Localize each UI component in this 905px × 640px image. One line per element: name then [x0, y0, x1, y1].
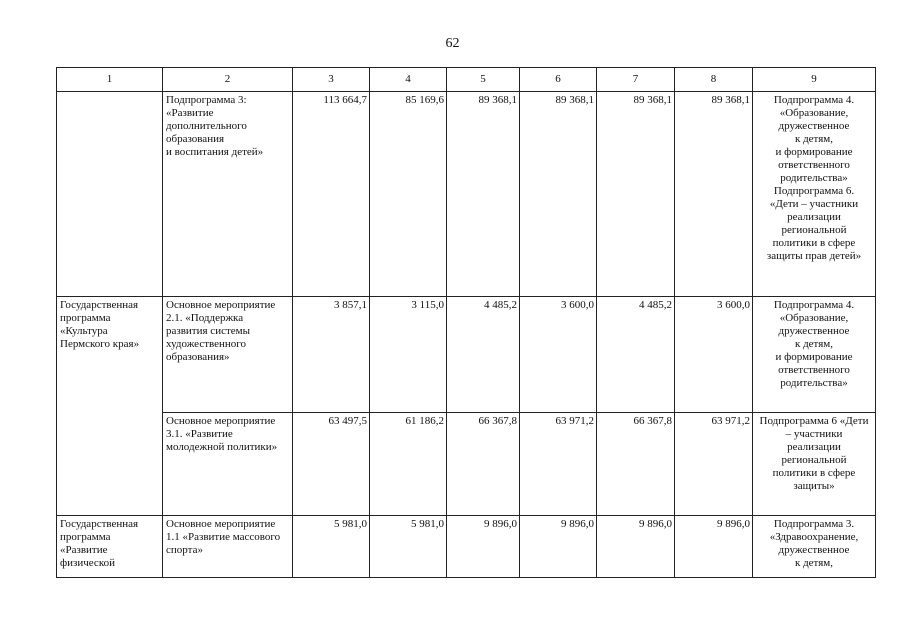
header-row — [57, 68, 876, 92]
column-header: 8 — [675, 68, 753, 92]
value-cell: 89 368,1 — [675, 92, 753, 297]
value-cell: 63 497,5 — [293, 413, 370, 516]
column-header: 6 — [520, 68, 597, 92]
value-cell: 4 485,2 — [597, 297, 675, 413]
value-cell: 85 169,6 — [370, 92, 447, 297]
value-cell: 89 368,1 — [447, 92, 520, 297]
value-cell: 61 186,2 — [370, 413, 447, 516]
program-cell: Государственная программа «Культура Пермского края» — [57, 297, 163, 516]
column-header: 5 — [447, 68, 520, 92]
value-cell: 63 971,2 — [675, 413, 753, 516]
value-cell: 3 600,0 — [520, 297, 597, 413]
value-cell: 5 981,0 — [370, 516, 447, 578]
value-cell: 63 971,2 — [520, 413, 597, 516]
value-cell: 5 981,0 — [293, 516, 370, 578]
table-row — [57, 297, 876, 413]
program-table — [56, 67, 876, 578]
table-row — [57, 413, 876, 516]
column-header: 9 — [753, 68, 876, 92]
subprogram-cell: Подпрограмма 4. «Образование, дружественное к детям, и формирование ответственного родительства» Подпрограмма 6. «Дети – участники реализации региональной политики в сфере защиты прав детей» — [753, 92, 876, 297]
value-cell: 9 896,0 — [520, 516, 597, 578]
value-cell: 89 368,1 — [597, 92, 675, 297]
value-cell: 9 896,0 — [447, 516, 520, 578]
table-row — [57, 92, 876, 297]
value-cell: 3 857,1 — [293, 297, 370, 413]
value-cell: 113 664,7 — [293, 92, 370, 297]
value-cell: 9 896,0 — [675, 516, 753, 578]
column-header: 4 — [370, 68, 447, 92]
value-cell: 9 896,0 — [597, 516, 675, 578]
value-cell: 4 485,2 — [447, 297, 520, 413]
activity-cell: Подпрограмма 3: «Развитие дополнительного образования и воспитания детей» — [163, 92, 293, 297]
column-header: 3 — [293, 68, 370, 92]
column-header: 1 — [57, 68, 163, 92]
value-cell: 66 367,8 — [597, 413, 675, 516]
value-cell: 3 115,0 — [370, 297, 447, 413]
activity-cell: Основное мероприятие 3.1. «Развитие молодежной политики» — [163, 413, 293, 516]
column-header: 7 — [597, 68, 675, 92]
value-cell: 3 600,0 — [675, 297, 753, 413]
activity-cell: Основное мероприятие 2.1. «Поддержка развития системы художественного образования» — [163, 297, 293, 413]
subprogram-cell: Подпрограмма 3. «Здравоохранение, дружественное к детям, — [753, 516, 876, 578]
activity-cell: Основное мероприятие 1.1 «Развитие массового спорта» — [163, 516, 293, 578]
program-cell — [57, 92, 163, 297]
subprogram-cell: Подпрограмма 6 «Дети – участники реализации региональной политики в сфере защиты» — [753, 413, 876, 516]
table-row — [57, 516, 876, 578]
page-number: 62 — [445, 36, 460, 51]
value-cell: 66 367,8 — [447, 413, 520, 516]
value-cell: 89 368,1 — [520, 92, 597, 297]
subprogram-cell: Подпрограмма 4. «Образование, дружественное к детям, и формирование ответственного родительства» — [753, 297, 876, 413]
program-cell: Государственная программа «Развитие физической — [57, 516, 163, 578]
column-header: 2 — [163, 68, 293, 92]
